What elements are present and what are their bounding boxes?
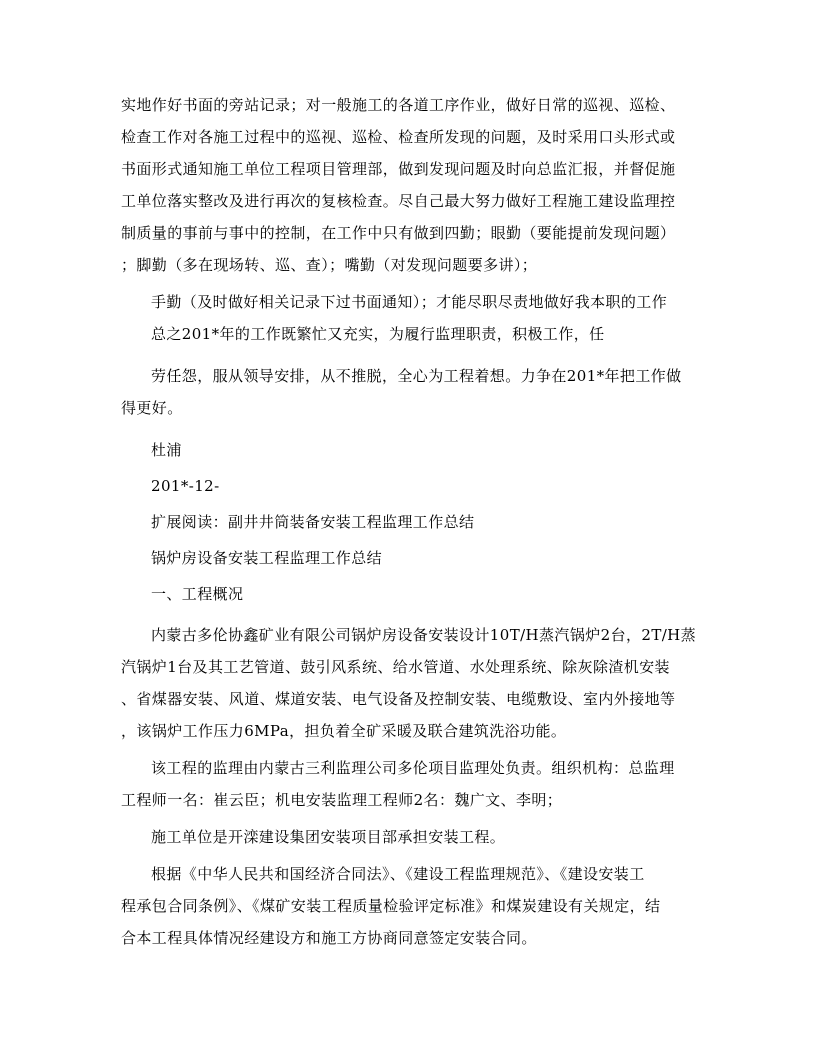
paragraph-line: ；脚勤（多在现场转、巡、查）；嘴勤（对发现问题要多讲）； <box>121 256 538 274</box>
paragraph-line: 实地作好书面的旁站记录；对一般施工的各道工序作业，做好日常的巡视、巡检、 <box>121 96 676 114</box>
paragraph-line: 、省煤器安装、风道、煤道安装、电气设备及控制安装、电缆敷设、室内外接地等 <box>121 690 676 708</box>
paragraph-line: 内蒙古多伦协鑫矿业有限公司锅炉房设备安装设计10T/H蒸汽锅炉2台，2T/H蒸 <box>151 626 697 644</box>
paragraph-line: 总之201*年的工作既繁忙又充实，为履行监理职责，积极工作，任 <box>151 325 605 343</box>
paragraph-line: 汽锅炉1台及其工艺管道、鼓引风系统、给水管道、水处理系统、除灰除渣机安装 <box>121 658 670 676</box>
section-heading: 一、工程概况 <box>151 585 244 603</box>
paragraph-line: 合本工程具体情况经建设方和施工方协商同意签定安装合同。 <box>121 929 537 947</box>
paragraph-line: 该工程的监理由内蒙古三利监理公司多伦项目监理处负责。组织机构：总监理 <box>151 759 675 777</box>
document-title: 锅炉房设备安装工程监理工作总结 <box>151 549 383 567</box>
paragraph-line: 根据《中华人民共和国经济合同法》、《建设工程监理规范》、《建设安装工 <box>151 865 645 883</box>
paragraph-line: 书面形式通知施工单位工程项目管理部，做到发现问题及时向总监汇报，并督促施 <box>121 160 676 178</box>
paragraph-line: 检查工作对各施工过程中的巡视、巡检、检查所发现的问题，及时采用口头形式或 <box>121 128 676 146</box>
paragraph-line: 工程师一名：崔云臣；机电安装监理工程师2名：魏广文、李明； <box>121 791 563 809</box>
signature-date: 201*-12- <box>151 477 220 495</box>
paragraph-line: 工单位落实整改及进行再次的复核检查。尽自己最大努力做好工程施工建设监理控 <box>121 192 676 210</box>
paragraph-line: 程承包合同条例》、《煤矿安装工程质量检验评定标准》和煤炭建设有关规定，结 <box>121 897 661 915</box>
paragraph-line: ，该锅炉工作压力6MPa，担负着全矿采暖及联合建筑洗浴功能。 <box>121 722 567 740</box>
paragraph-line: 得更好。 <box>121 399 183 417</box>
paragraph-line: 手勤（及时做好相关记录下过书面通知）；才能尽职尽责地做好我本职的工作 <box>151 293 668 311</box>
extended-reading-title: 扩展阅读：副井井筒装备安装工程监理工作总结 <box>151 513 475 531</box>
paragraph-line: 施工单位是开滦建设集团安装项目部承担安装工程。 <box>151 828 506 846</box>
paragraph-line: 制质量的事前与事中的控制，在工作中只有做到四勤；眼勤（要能提前发现问题） <box>121 224 676 242</box>
paragraph-line: 劳任怨，服从领导安排，从不推脱，全心为工程着想。力争在201*年把工作做 <box>151 367 682 385</box>
signature-name: 杜浦 <box>151 441 182 459</box>
